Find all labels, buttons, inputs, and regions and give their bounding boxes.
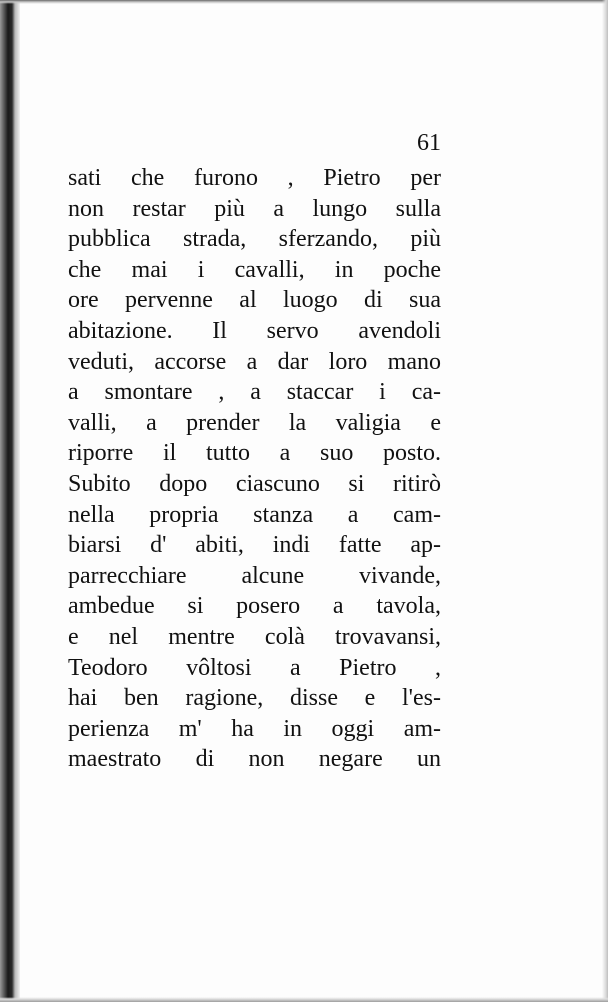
text-line: hai ben ragione, disse e l'es- xyxy=(68,685,441,712)
text-line: che mai i cavalli, in poche xyxy=(68,256,441,283)
text-line: non restar più a lungo sulla xyxy=(68,195,441,222)
text-line: valli, a prender la valigia e xyxy=(68,409,441,436)
text-line: nella propria stanza a cam- xyxy=(68,501,441,528)
text-line: perienza m' ha in oggi am- xyxy=(68,715,441,742)
text-line: maestrato di non negare un xyxy=(68,746,441,773)
page-top-edge xyxy=(0,0,608,4)
text-line: e nel mentre colà trovavansi, xyxy=(68,623,441,650)
text-line: sati che furono , Pietro per xyxy=(68,165,441,191)
page-number: 61 xyxy=(417,130,441,156)
page-right-edge xyxy=(602,0,608,1002)
page-left-edge xyxy=(0,0,20,1002)
text-line: veduti, accorse a dar loro mano xyxy=(68,348,441,375)
text-line: parrecchiare alcune vivande, xyxy=(68,562,441,589)
text-line: pubblica strada, sferzando, più xyxy=(68,226,441,253)
text-line: Teodoro vôltosi a Pietro , xyxy=(68,654,441,681)
text-line: ore pervenne al luogo di sua xyxy=(68,287,441,314)
text-line: a smontare , a staccar i ca- xyxy=(68,379,441,406)
text-line: abitazione. Il servo avendoli xyxy=(68,317,441,344)
text-line: riporre il tutto a suo posto. xyxy=(68,440,441,467)
text-line: Subito dopo ciascuno si ritirò xyxy=(68,470,441,497)
text-line: biarsi d' abiti, indi fatte ap- xyxy=(68,532,441,559)
text-line: ambedue si posero a tavola, xyxy=(68,593,441,620)
page-bottom-edge xyxy=(0,997,608,1002)
body-text xyxy=(68,163,441,775)
